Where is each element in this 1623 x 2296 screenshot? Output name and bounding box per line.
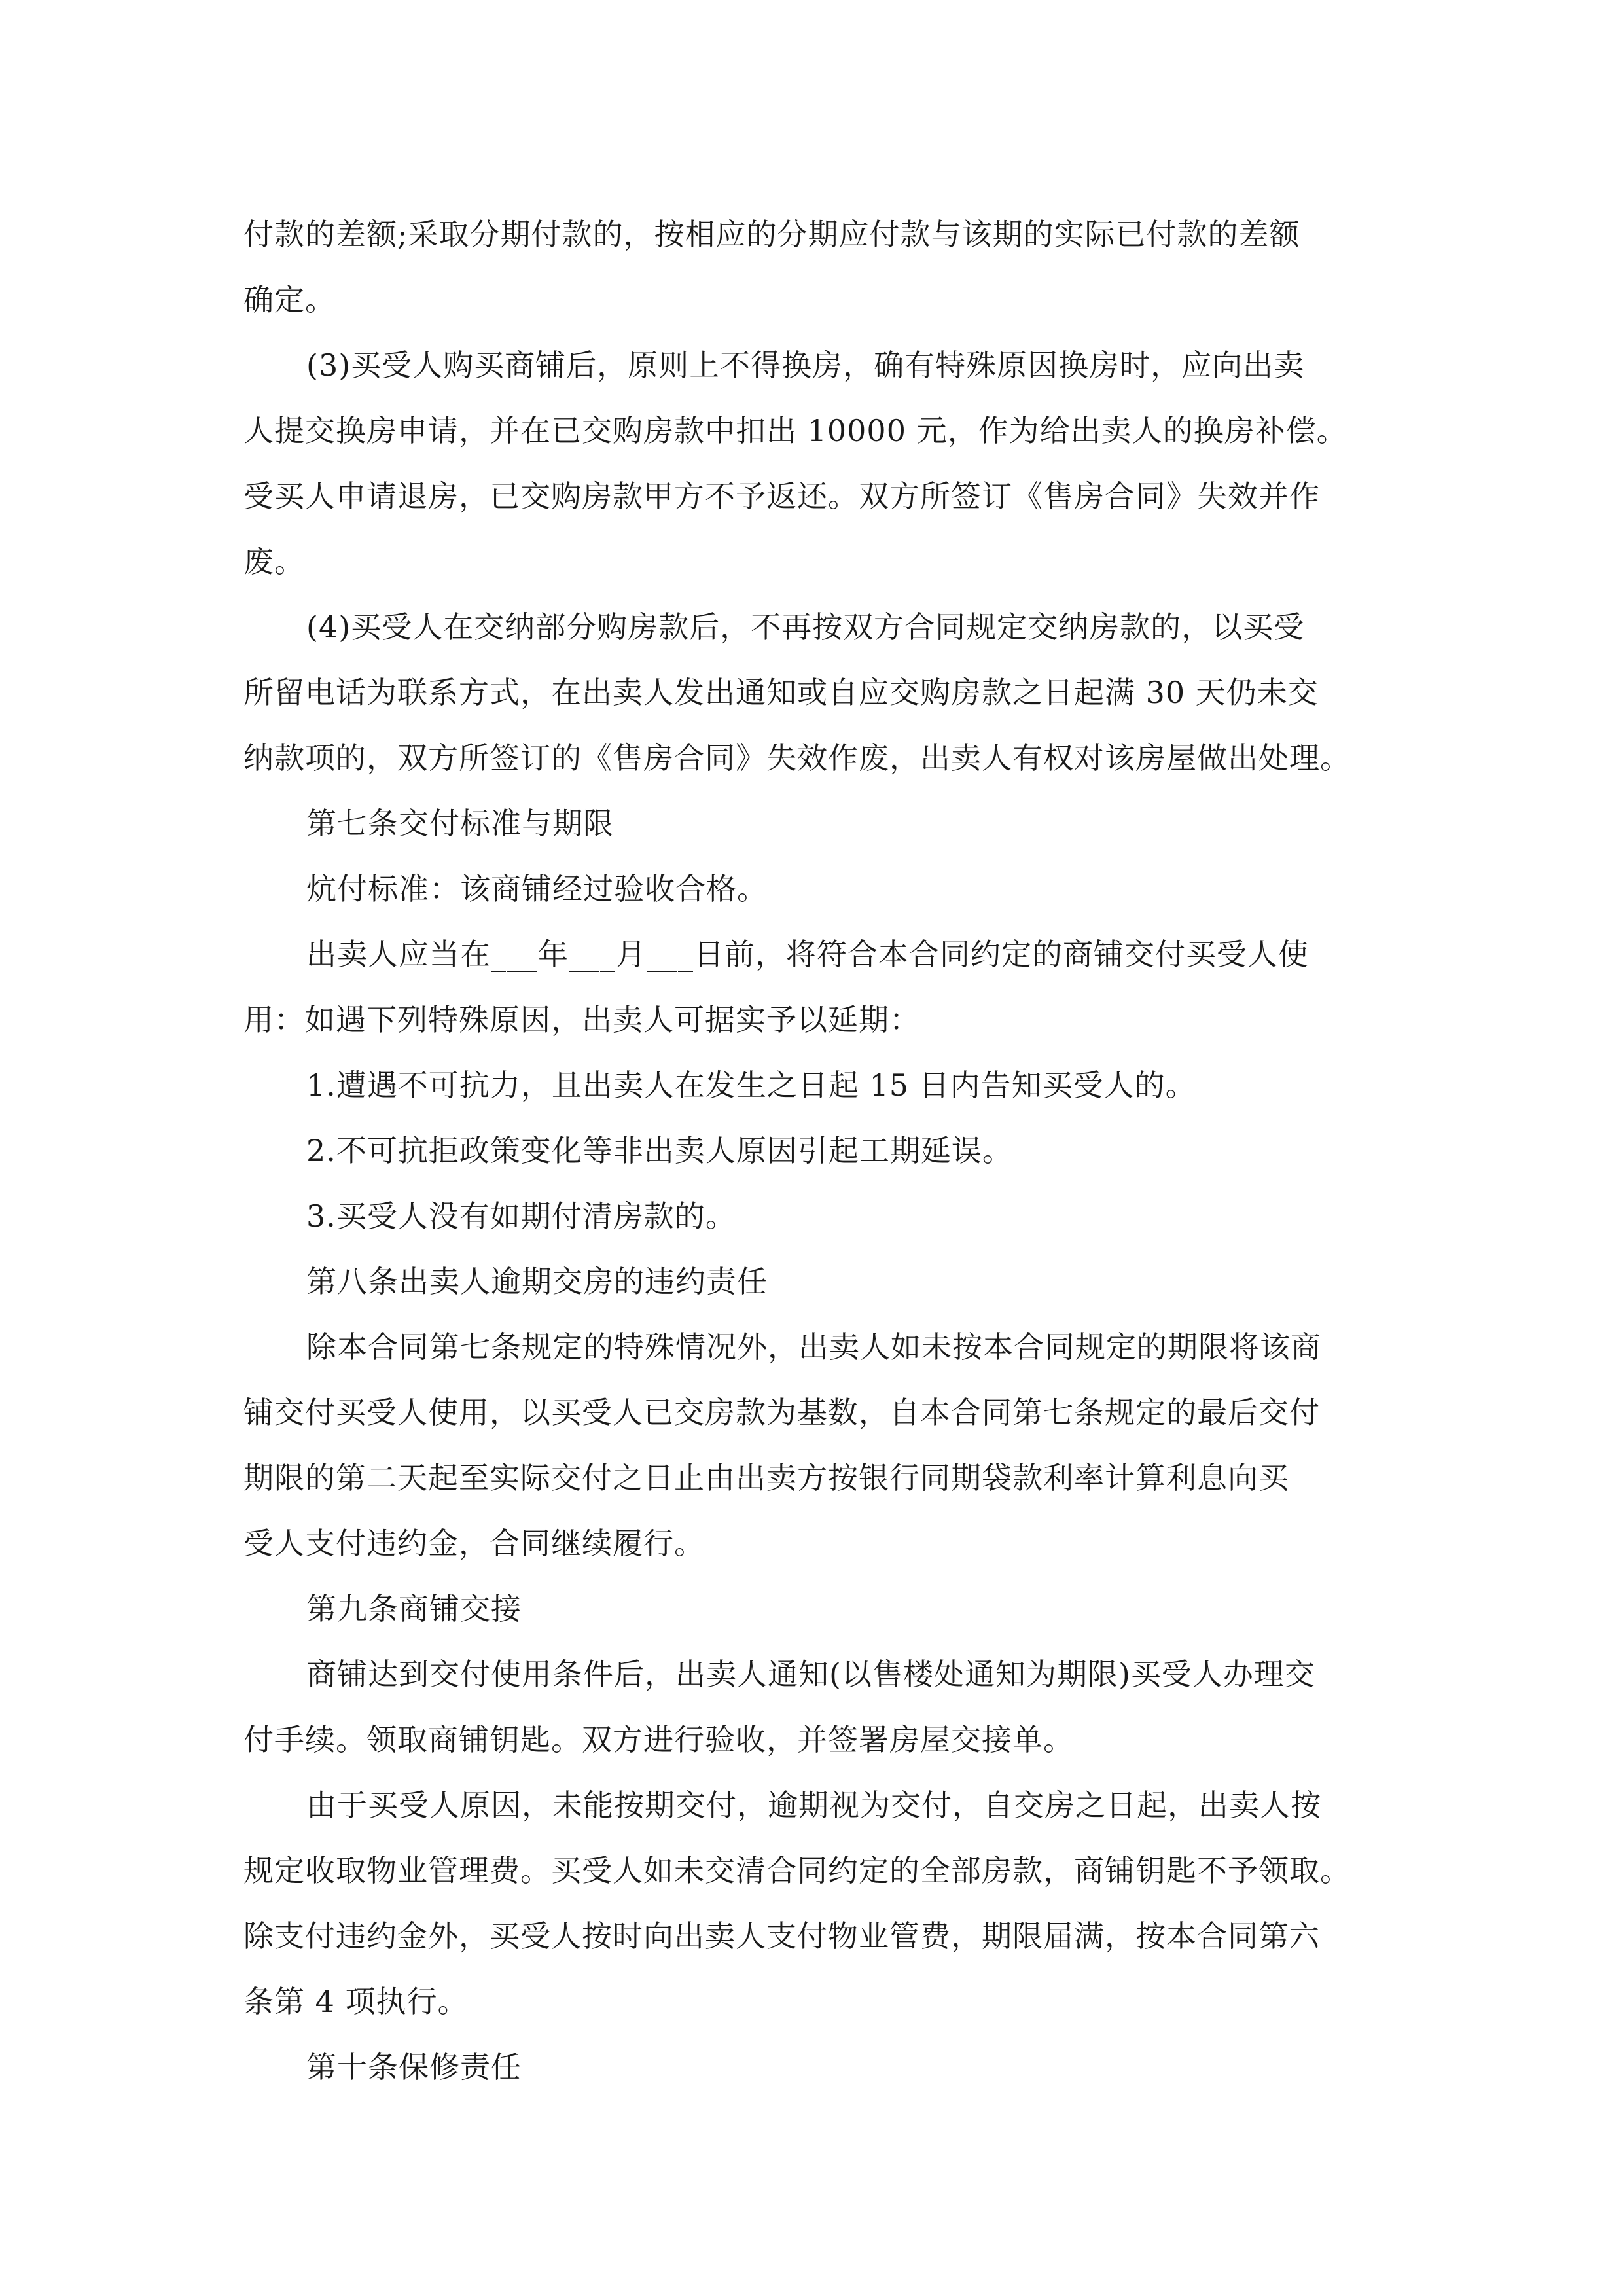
- paragraph: [243, 1772, 1380, 2034]
- section-heading: [243, 1249, 1380, 1314]
- text-line: 规定收取物业管理费。买受人如未交清合同约定的全部房款，商铺钥匙不予领取。: [243, 1853, 1351, 1888]
- text-line: 由于买受人原因，未能按期交付，逾期视为交付，自交房之日起，出卖人按: [306, 1787, 1321, 1823]
- text-line: 炕付标准：该商铺经过验收合格。: [306, 871, 768, 906]
- text-line: 废。: [243, 544, 305, 579]
- text-line: 铺交付买受人使用，以买受人已交房款为基数，自本合同第七条规定的最后交付: [243, 1395, 1320, 1430]
- text-line: 第八条出卖人逾期交房的违约责任: [306, 1264, 768, 1299]
- text-line: 纳款项的，双方所签订的《售房合同》失效作废，出卖人有权对该房屋做出处理。: [243, 740, 1351, 776]
- text-line: 3.买受人没有如期付清房款的。: [306, 1198, 736, 1234]
- paragraph: [243, 594, 1380, 791]
- text-line: 第九条商铺交接: [306, 1591, 522, 1626]
- text-line: 付手续。领取商铺钥匙。双方进行验收，并签署房屋交接单。: [243, 1722, 1074, 1757]
- text-line: 人提交换房申请，并在已交购房款中扣出 10000 元，作为给出卖人的换房补偿。: [243, 413, 1347, 448]
- text-line: 1.遭遇不可抗力，且出卖人在发生之日起 15 日内告知买受人的。: [306, 1067, 1196, 1103]
- section-heading: [243, 1576, 1380, 1641]
- text-line: 除支付违约金外，买受人按时向出卖人支付物业管费，期限届满，按本合同第六: [243, 1918, 1320, 1954]
- text-line: (4)买受人在交纳部分购房款后，不再按双方合同规定交纳房款的，以买受: [306, 609, 1305, 645]
- text-line: 所留电话为联系方式，在出卖人发出通知或自应交购房款之日起满 30 天仍未交: [243, 675, 1319, 710]
- paragraph: [243, 1641, 1380, 1772]
- paragraph: [243, 856, 1380, 922]
- text-line: 条第 4 项执行。: [243, 1984, 469, 2019]
- text-line: 除本合同第七条规定的特殊情况外，出卖人如未按本合同规定的期限将该商: [306, 1329, 1321, 1365]
- paragraph: [243, 202, 1380, 332]
- text-line: 付款的差额;采取分期付款的，按相应的分期应付款与该期的实际已付款的差额: [243, 217, 1300, 252]
- list-item: [243, 1183, 1380, 1249]
- text-line: 受人支付违约金，合同继续履行。: [243, 1526, 705, 1561]
- text-line: 2.不可抗拒政策变化等非出卖人原因引起工期延误。: [306, 1133, 1013, 1168]
- section-heading: [243, 2034, 1380, 2100]
- text-line: (3)买受人购买商铺后，原则上不得换房，确有特殊原因换房时，应向出卖: [306, 348, 1305, 383]
- text-line: 期限的第二天起至实际交付之日止由出卖方按银行同期袋款利率计算利息向买: [243, 1460, 1289, 1496]
- text-line: 第七条交付标准与期限: [306, 806, 614, 841]
- list-item: [243, 1118, 1380, 1183]
- section-heading: [243, 791, 1380, 856]
- text-line: 出卖人应当在___年___月___日前，将符合本合同约定的商铺交付买受人使: [306, 937, 1309, 972]
- text-line: 商铺达到交付使用条件后，出卖人通知(以售楼处通知为期限)买受人办理交: [306, 1657, 1315, 1692]
- paragraph: [243, 332, 1380, 594]
- text-line: 确定。: [243, 282, 336, 317]
- text-line: 第十条保修责任: [306, 2049, 522, 2085]
- text-line: 受买人申请退房，已交购房款甲方不予返还。双方所签订《售房合同》失效并作: [243, 478, 1320, 514]
- list-item: [243, 1052, 1380, 1118]
- paragraph: [243, 1314, 1380, 1576]
- document-body: [243, 202, 1380, 2100]
- text-line: 用：如遇下列特殊原因，出卖人可据实予以延期：: [243, 1002, 920, 1037]
- paragraph: [243, 922, 1380, 1052]
